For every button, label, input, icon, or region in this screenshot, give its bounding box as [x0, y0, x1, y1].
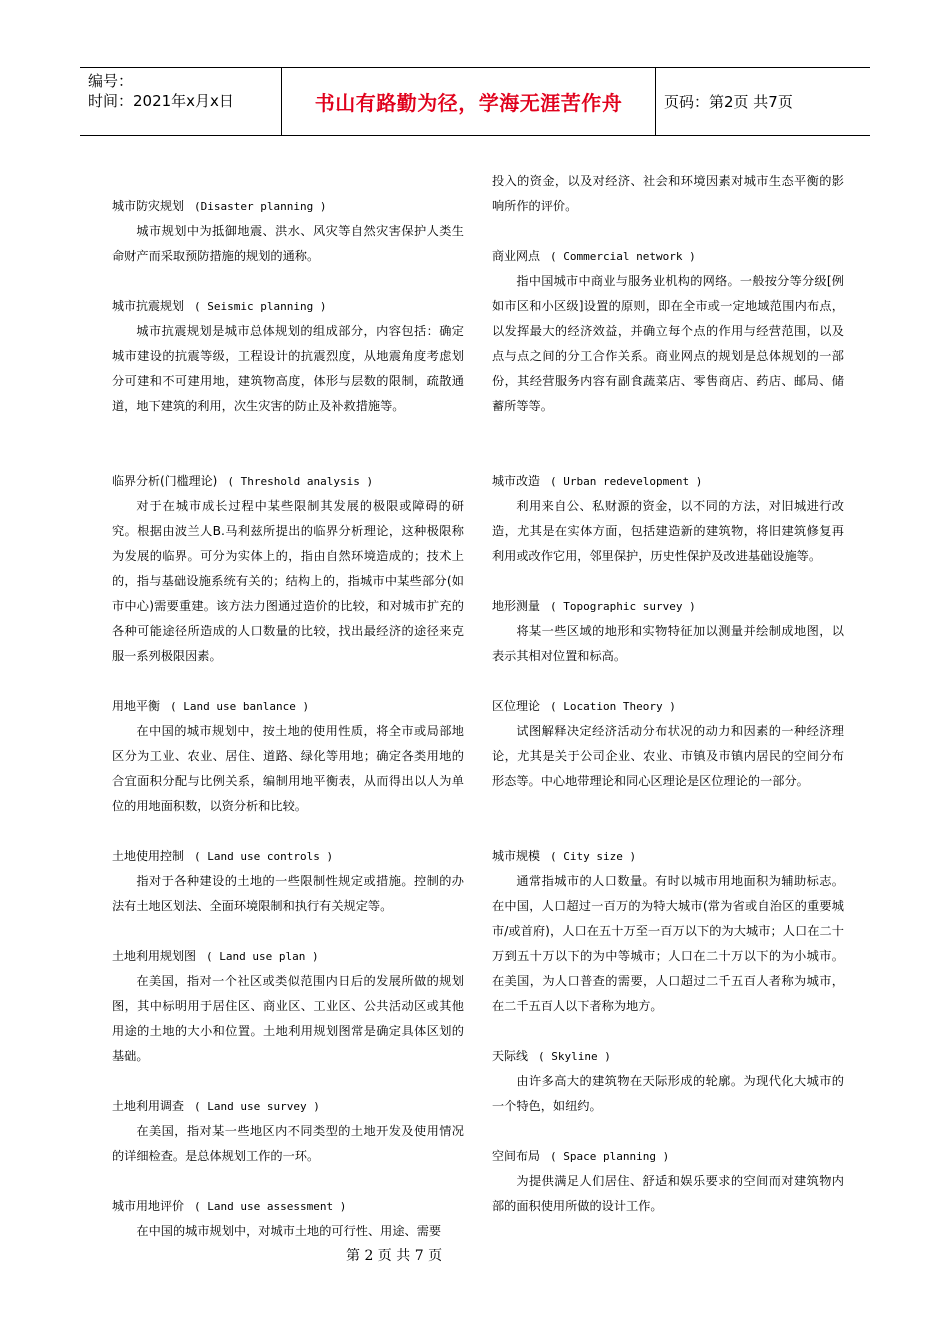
entry-term — [492, 1044, 844, 1069]
entry-definition: 将某一些区域的地形和实物特征加以测量并绘制成地图，以表示其相对位置和标高。 — [492, 624, 844, 663]
glossary-entry — [112, 194, 464, 269]
entry-definition: 城市规划中为抵御地震、洪水、风灾等自然灾害保护人类生命财产而采取预防措施的规划的通称。 — [112, 224, 464, 263]
term-zh: 土地利用规划图 — [112, 949, 197, 963]
entry-definition: 指中国城市中商业与服务业机构的网络。一般按分等分级[例如市区和小区级]设置的原则，即在全市或一定地域范围内布点，以发挥最大的经济效益，并确立每个点的作用与经营范围，以及点与点之间的分工合作关系。商业网点的规划是总体规划的一部份，其经营服务内容有副食蔬菜店、零售商店、药店、邮局、储蓄所等等。 — [492, 274, 844, 413]
entry-term — [112, 844, 464, 869]
entry-definition: 通常指城市的人口数量。有时以城市用地面积为辅助标志。在中国，人口超过一百万的为特大城市(常为省或自治区的重要城市/或首府)，人口在五十万至一百万以下的为大城市；人口在二十万到五十万以下的为中等城市；人口在二十万以下的为小城市。在美国，为人口普查的需要，人口超过二千五百人者称为城市，在二千五百人以下者称为地方。 — [492, 874, 844, 1013]
header-page-cell — [656, 68, 870, 135]
term-zh: 城市规模 — [492, 849, 541, 863]
entry-definition: 为提供满足人们居住、舒适和娱乐要求的空间而对建筑物内部的面积使用所做的设计工作。 — [492, 1174, 844, 1213]
term-en: ( Location Theory ) — [550, 700, 676, 713]
header-motto-cell — [282, 68, 656, 135]
entry-definition: 在中国的城市规划中，对城市土地的可行性、用途、需要 — [136, 1224, 442, 1238]
page-footer: 第 2 页 共 7 页 — [346, 1248, 443, 1264]
entry-definition: 在美国，指对某一些地区内不同类型的土地开发及使用情况的详细检查。是总体规划工作的一环。 — [112, 1124, 464, 1163]
term-zh: 用地平衡 — [112, 699, 161, 713]
glossary-entry — [112, 844, 464, 919]
right-column — [492, 169, 844, 1244]
entry-definition: 试图解释决定经济活动分布状况的动力和因素的一种经济理论，尤其是关于公司企业、农业、市镇及市镇内居民的空间分布形态等。中心地带理论和同心区理论是区位理论的一部分。 — [492, 724, 844, 788]
term-zh: 地形测量 — [492, 599, 541, 613]
continued-definition — [492, 169, 844, 219]
entry-term — [112, 1094, 464, 1119]
doc-number-label: 编号： — [88, 72, 134, 90]
term-en: ( Commercial network ) — [550, 250, 696, 263]
glossary-entry — [112, 1094, 464, 1169]
term-zh: 临界分析(门槛理论) — [112, 474, 218, 488]
term-zh: 区位理论 — [492, 699, 541, 713]
glossary-entry — [492, 1044, 844, 1119]
entry-term — [112, 1194, 464, 1219]
term-en: ( City size ) — [550, 850, 637, 863]
entry-definition: 利用来自公、私财源的资金，以不同的方法，对旧城进行改造，尤其是在实体方面，包括建造新的建筑物，将旧建筑修复再利用或改作它用，邻里保护，历史性保护及改进基础设施等。 — [492, 499, 844, 563]
entry-definition-continued: 投入的资金，以及对经济、社会和环境因素对城市生态平衡的影响所作的评价。 — [492, 174, 844, 213]
term-en: ( Skyline ) — [538, 1050, 611, 1063]
entry-term — [492, 244, 844, 269]
motto: 书山有路勤为径，学海无涯苦作舟 — [314, 91, 623, 115]
glossary-entry — [492, 1144, 844, 1219]
term-en: ( Seismic planning ) — [194, 300, 327, 313]
glossary-entry — [492, 469, 844, 569]
entry-term — [492, 594, 844, 619]
spacer — [492, 819, 844, 844]
glossary-entry — [112, 294, 464, 419]
term-en: (Disaster planning ) — [194, 200, 327, 213]
term-en: ( Space planning ) — [550, 1150, 670, 1163]
entry-term — [112, 294, 464, 319]
term-zh: 商业网点 — [492, 249, 541, 263]
term-en: ( Topographic survey ) — [550, 600, 696, 613]
glossary-entry — [492, 694, 844, 794]
glossary-entry — [492, 244, 844, 419]
entry-term — [112, 944, 464, 969]
term-en: ( Threshold analysis ) — [227, 475, 374, 488]
left-column — [112, 194, 464, 1269]
entry-term — [112, 694, 464, 719]
term-en: ( Land use survey ) — [194, 1100, 320, 1113]
term-zh: 土地利用调查 — [112, 1099, 185, 1113]
entry-term — [112, 469, 464, 494]
entry-term — [492, 1144, 844, 1169]
entry-definition: 指对于各种建设的土地的一些限制性规定或措施。控制的办法有土地区划法、全面环境限制和执行有关规定等。 — [112, 874, 464, 913]
glossary-entry — [112, 1194, 464, 1244]
header-meta — [80, 68, 282, 135]
term-zh: 城市改造 — [492, 474, 541, 488]
entry-term — [492, 469, 844, 494]
entry-definition: 在中国的城市规划中，按土地的使用性质，将全市或局部地区分为工业、农业、居住、道路、绿化等用地；确定各类用地的合宜面积分配与比例关系，编制用地平衡表，从而得出以人为单位的用地面积数，以资分析和比较。 — [112, 724, 464, 813]
doc-date: 时间：2021年x月x日 — [88, 92, 234, 110]
page-code: 页码：第2页 共7页 — [664, 93, 793, 111]
term-en: ( Urban redevelopment ) — [550, 475, 703, 488]
entry-definition: 由许多高大的建筑物在天际形成的轮廓。为现代化大城市的一个特色，如纽约。 — [492, 1074, 844, 1113]
entry-term — [492, 844, 844, 869]
glossary-entry — [492, 594, 844, 669]
entry-term — [492, 694, 844, 719]
term-zh: 空间布局 — [492, 1149, 541, 1163]
term-en: ( Land use controls ) — [194, 850, 334, 863]
term-en: ( Land use assessment ) — [194, 1200, 347, 1213]
term-zh: 城市用地评价 — [112, 1199, 185, 1213]
spacer — [492, 444, 844, 469]
page-header — [80, 67, 870, 136]
term-en: ( Land use banlance ) — [170, 700, 310, 713]
entry-definition: 对于在城市成长过程中某些限制其发展的极限或障碍的研究。根据由波兰人B.马利兹所提出的临界分析理论，这种极限称为发展的临界。可分为实体上的，指由自然环境造成的；技术上的，指与基础设施系统有关的；结构上的，指城市中某些部分(如市中心)需要重建。该方法力图通过造价的比较，和对城市扩充的各种可能途径所造成的人口数量的比较，找出最经济的途径来克服一系列极限因素。 — [112, 499, 464, 663]
spacer — [112, 444, 464, 469]
glossary-entry — [112, 944, 464, 1069]
term-zh: 天际线 — [492, 1049, 529, 1063]
term-en: ( Land use plan ) — [206, 950, 319, 963]
entry-definition: 城市抗震规划是城市总体规划的组成部分，内容包括：确定城市建设的抗震等级，工程设计的抗震烈度，从地震角度考虑划分可建和不可建用地，建筑物高度，体形与层数的限制，疏散通道，地下建筑的利用，次生灾害的防止及补救措施等。 — [112, 324, 464, 413]
term-zh: 城市防灾规划 — [112, 199, 185, 213]
glossary-entry — [112, 469, 464, 669]
term-zh: 城市抗震规划 — [112, 299, 185, 313]
entry-definition: 在美国，指对一个社区或类似范围内日后的发展所做的规划图，其中标明用于居住区、商业区、工业区、公共活动区或其他用途的土地的大小和位置。土地利用规划图常是确定具体区划的基础。 — [112, 974, 464, 1063]
entry-term — [112, 194, 464, 219]
glossary-entry — [112, 694, 464, 819]
term-zh: 土地使用控制 — [112, 849, 185, 863]
glossary-entry — [492, 844, 844, 1019]
